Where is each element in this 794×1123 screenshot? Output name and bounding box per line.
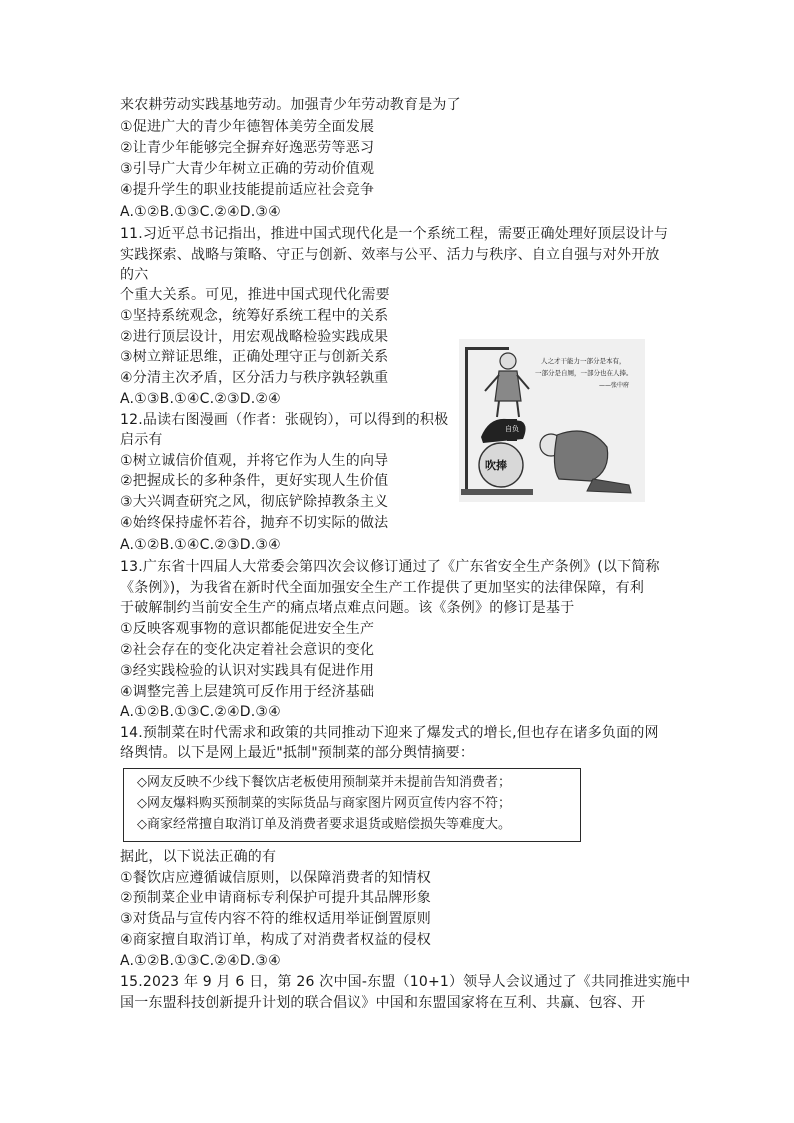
q12-stem-line-1: 12.品读右图漫画（作者：张砚钧），可以得到的积极 <box>120 412 449 428</box>
q11-stem-line-4: 个重大关系。可见，推进中国式现代化需要 <box>120 287 390 303</box>
q12-option-2: ②把握成长的多种条件，更好实现人生价值 <box>120 473 389 489</box>
q14-option-3: ③对货品与宣传内容不符的维权适用举证倒置原则 <box>120 911 431 927</box>
q13-option-4: ④调整完善上层建筑可反作用于经济基础 <box>120 684 375 700</box>
q14-option-2: ②预制菜企业申请商标专利保护可提升其品牌形象 <box>120 890 431 906</box>
scale-base <box>461 489 533 495</box>
q10-option-4: ④提升学生的职业技能提前适应社会竞争 <box>120 182 375 198</box>
scale-arm <box>465 347 509 350</box>
q15-stem-line-2: 国一东盟科技创新提升计划的联合倡议》中国和东盟国家将在互利、共赢、包容、开 <box>120 995 646 1011</box>
q13-stem-line-2: 《条例》)，为我省在新时代全面加强安全生产工作提供了更加坚实的法律保障，有利 <box>120 580 645 596</box>
ball-label: 吹捧 <box>485 459 507 472</box>
q14-after-box: 据此，以下说法正确的有 <box>120 849 277 865</box>
q11-option-4: ④分清主次矛盾，区分活力与秩序孰轻孰重 <box>120 370 389 386</box>
cartoon-quote-line-2: 一部分是自厕，一部分也在人捧。 <box>535 369 633 377</box>
q10-stem: 来农耕劳动实践基地劳动。加强青少年劳动教育是为了 <box>120 97 461 113</box>
q11-option-3: ③树立辩证思维，正确处理守正与创新关系 <box>120 349 389 365</box>
q12-option-3: ③大兴调查研究之风，彻底铲除掉教条主义 <box>120 494 389 510</box>
q11-option-2: ②进行顶层设计，用宏观战略检验实践成果 <box>120 329 389 345</box>
scale-pole <box>465 347 468 492</box>
q12-cartoon <box>459 339 645 502</box>
q14-answers: A.①②B.①③C.②④D.③④ <box>120 953 281 969</box>
q13-option-2: ②社会存在的变化决定着社会意识的变化 <box>120 642 375 658</box>
q13-stem-line-3: 于破解制约当前安全生产的痛点堵点难点问题。该《条例》的修订是基于 <box>120 600 575 616</box>
q14-box-line-2: ◇网友爆料购买预制菜的实际货品与商家图片网页宣传内容不符； <box>137 796 511 811</box>
q14-stem-line-1: 14.预制菜在时代需求和政策的共同推动下迎来了爆发式的增长,但也存在诸多负面的网 <box>120 725 659 741</box>
kneeling-man-body <box>554 431 607 481</box>
q14-option-1: ①餐饮店应遵循诚信原则，以保障消费者的知情权 <box>120 870 431 886</box>
q13-option-3: ③经实践检验的认识对实践具有促进作用 <box>120 663 375 679</box>
cartoon-quote-line-1: 人之才干能力一部分是本有， <box>541 357 626 365</box>
q11-stem-line-2: 实践探索、战略与策略、守正与创新、效率与公平、活力与秩序、自立自强与对外开放 <box>120 247 660 263</box>
q15-stem-line-1: 15.2023 年 9 月 6 日，第 26 次中国-东盟（10+1）领导人会议通过了《共同推进实施中 <box>120 974 691 990</box>
q14-option-4: ④商家擅自取消订单，构成了对消费者权益的侵权 <box>120 932 431 948</box>
q12-option-1: ①树立诚信价值观，并将它作为人生的向导 <box>120 453 389 469</box>
q11-option-1: ①坚持系统观念，统筹好系统工程中的关系 <box>120 308 389 324</box>
q10-option-1: ①促进广大的青少年德智体美劳全面发展 <box>120 119 375 135</box>
q13-answers: A.①②B.①③C.②④D.③④ <box>120 704 281 720</box>
q10-option-2: ②让青少年能够完全摒弃好逸恶劳等恶习 <box>120 140 375 156</box>
q12-answers: A.①②B.①④C.②③D.③④ <box>120 537 281 553</box>
q10-answers: A.①②B.①③C.②④D.③④ <box>120 204 281 220</box>
figure-head <box>500 353 516 369</box>
q14-opinion-box <box>123 768 581 842</box>
cartoon-quote-author: ——张中府 <box>599 382 630 389</box>
q14-box-line-1: ◇网友反映不少线下餐饮店老板使用预制菜并未提前告知消费者； <box>137 775 511 790</box>
cartoon-drawing <box>459 339 645 502</box>
q12-stem-line-2: 启示有 <box>120 432 163 448</box>
shoe-label: 自负 <box>505 425 519 433</box>
q11-stem-line-1: 11.习近平总书记指出，推进中国式现代化是一个系统工程，需要正确处理好顶层设计与 <box>120 226 669 242</box>
q13-option-1: ①反映客观事物的意识都能促进安全生产 <box>120 621 375 637</box>
q12-option-4: ④始终保持虚怀若谷，抛弃不切实际的做法 <box>120 515 389 531</box>
q11-answers: A.①③B.①④C.②③D.②④ <box>120 391 281 407</box>
q14-stem-line-2: 络舆情。以下是网上最近"抵制"预制菜的部分舆情摘要： <box>120 745 475 761</box>
q14-box-line-3: ◇商家经常擅自取消订单及消费者要求退货或赔偿损失等难度大。 <box>137 817 511 832</box>
q13-stem-line-1: 13.广东省十四届人大常委会第四次会议修订通过了《广东省安全生产条例》(以下简称 <box>120 559 660 575</box>
q10-option-3: ③引导广大青少年树立正确的劳动价值观 <box>120 161 375 177</box>
q11-stem-line-3: 的六 <box>120 267 149 283</box>
